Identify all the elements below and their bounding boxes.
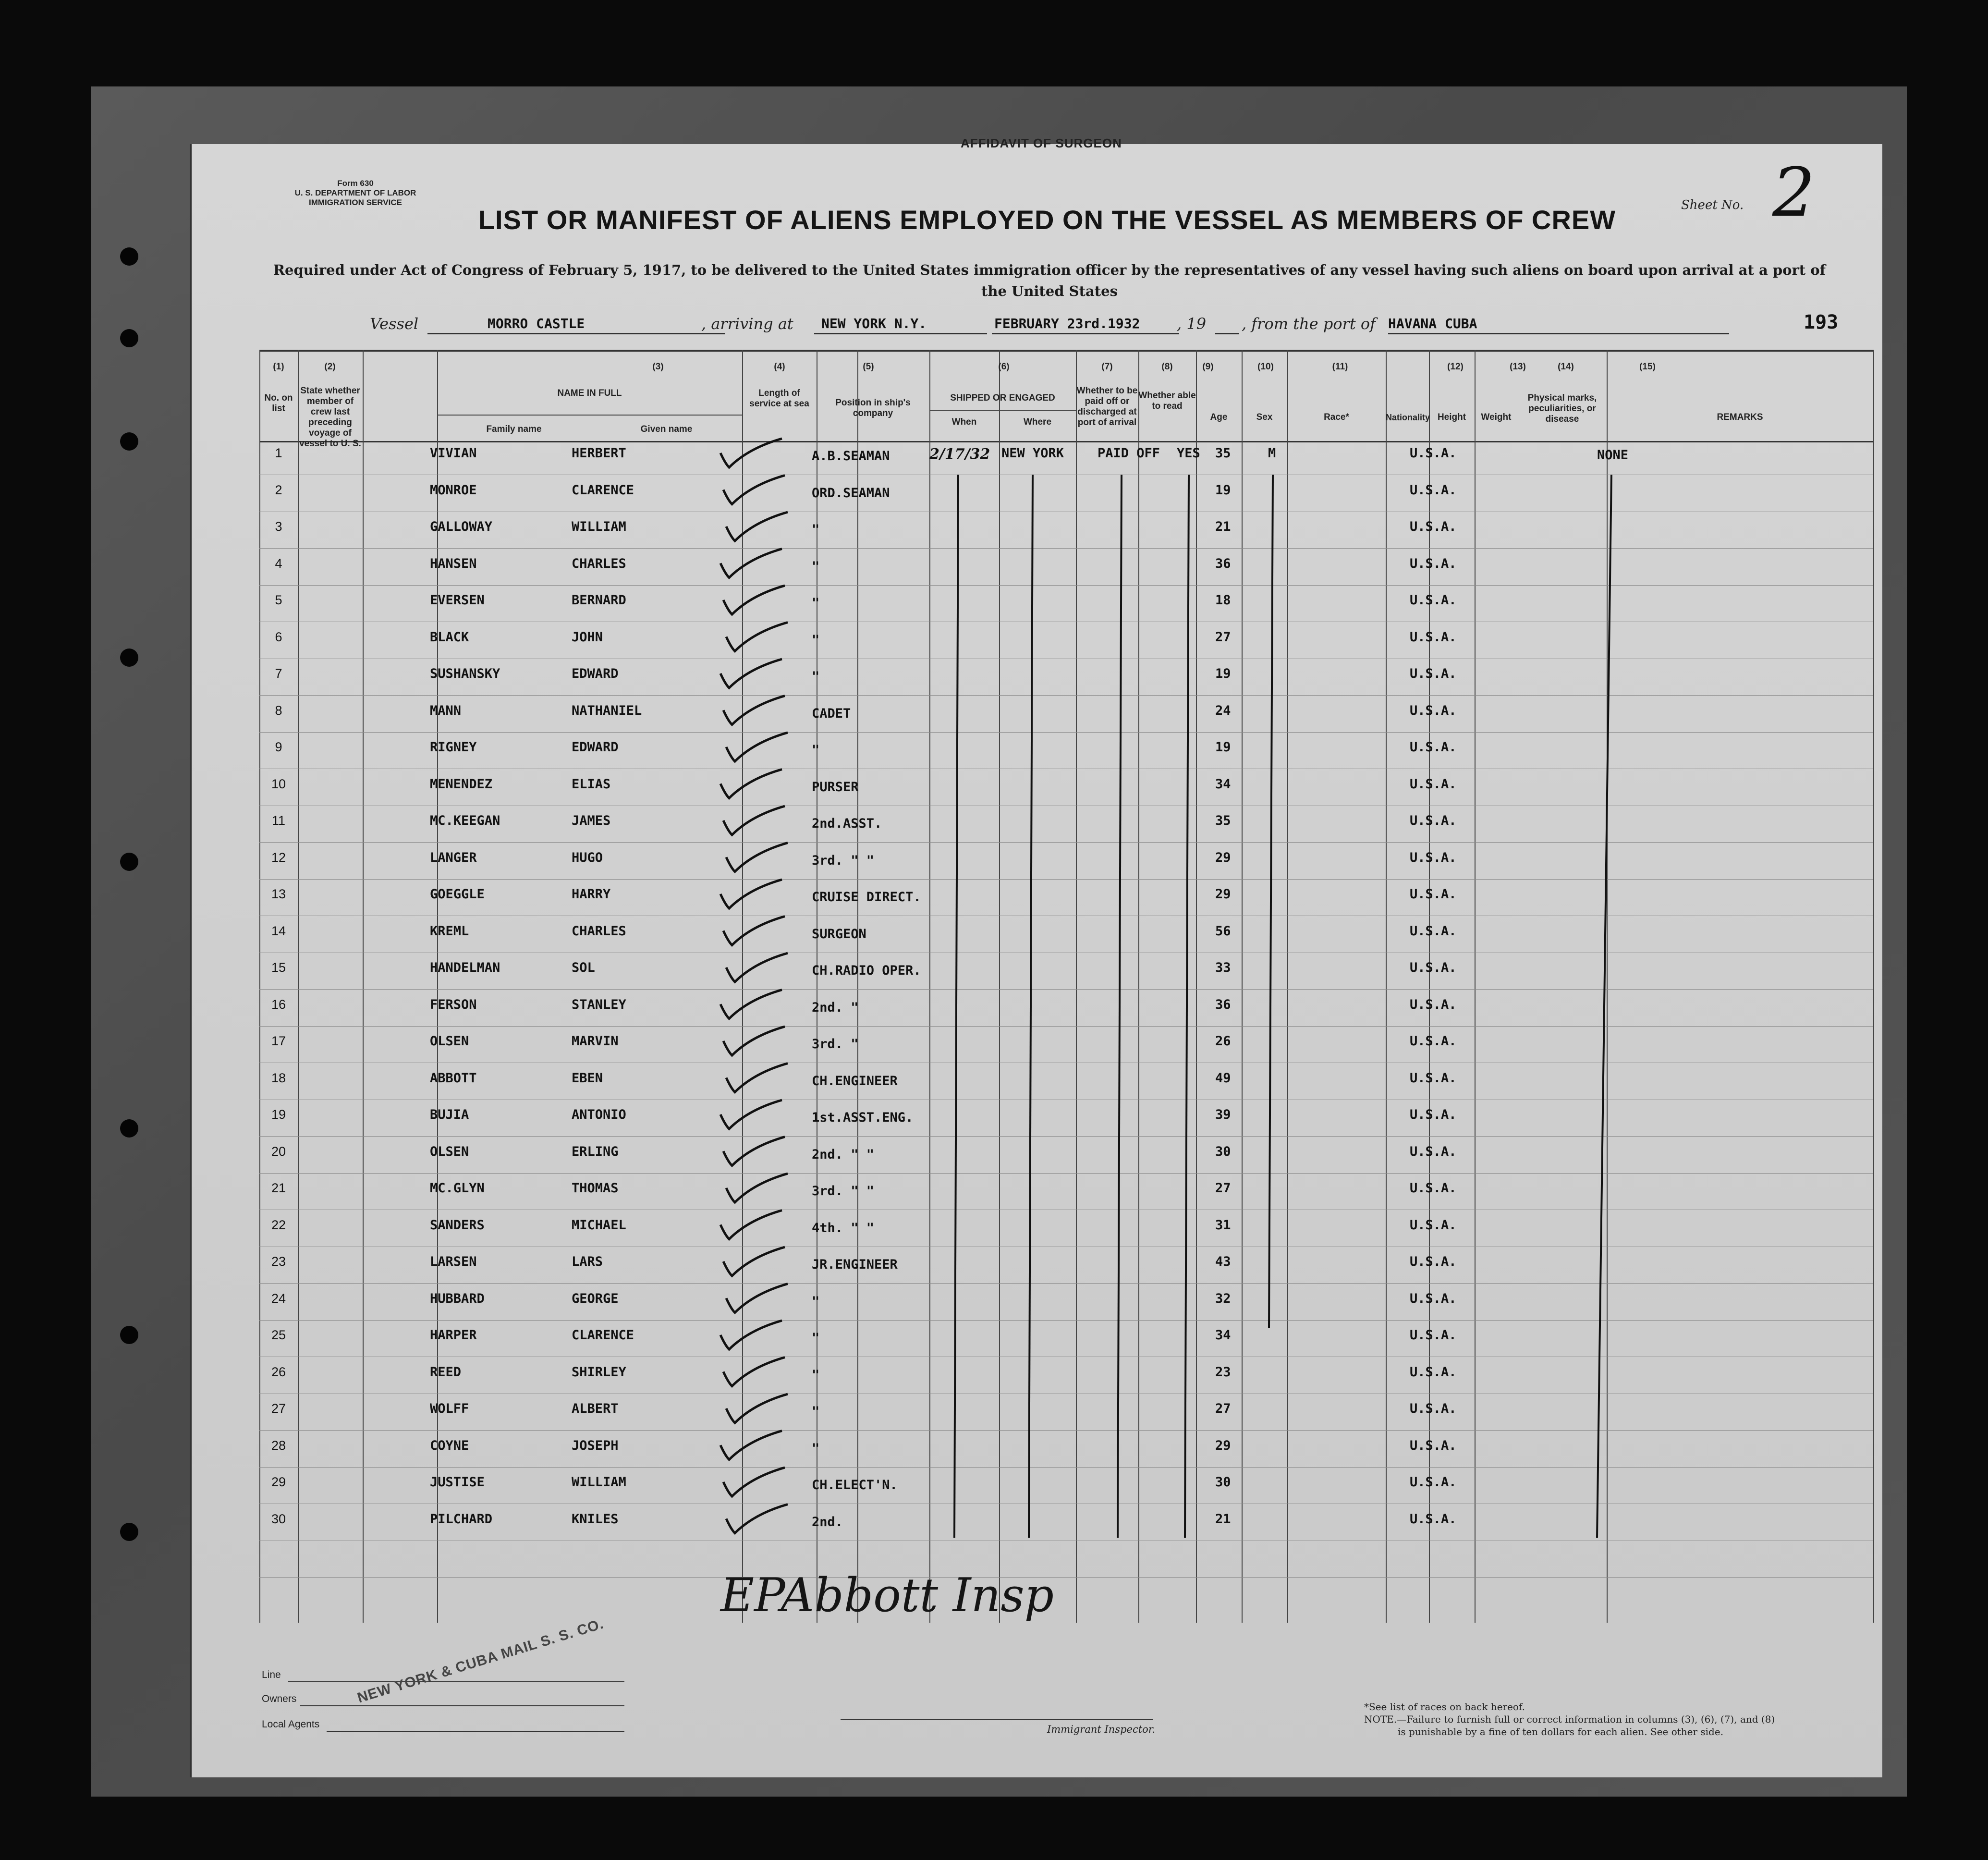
given-name: LARS: [572, 1254, 603, 1269]
paid-off: PAID OFF: [1098, 446, 1160, 461]
checkmark: [720, 990, 782, 1019]
nationality: U.S.A.: [1410, 923, 1457, 939]
family-name: MC.KEEGAN: [430, 813, 500, 828]
nationality: U.S.A.: [1410, 519, 1457, 534]
family-name: EVERSEN: [430, 593, 485, 608]
binder-hole: [120, 1119, 138, 1138]
row-number: 20: [271, 1144, 286, 1159]
age: 30: [1215, 1144, 1231, 1159]
given-name: HUGO: [572, 850, 603, 865]
position: 2nd. " ": [812, 1147, 875, 1162]
column-number: (14): [1558, 362, 1574, 372]
age: 19: [1215, 666, 1231, 681]
sheet-number: 2: [1772, 154, 1816, 232]
given-name: EBEN: [572, 1070, 603, 1086]
nationality: U.S.A.: [1410, 482, 1457, 498]
binder-hole: [120, 853, 138, 871]
checkmark: [723, 586, 785, 614]
family-name: HARPER: [430, 1328, 477, 1343]
checkmark: [723, 696, 785, 725]
position: 2nd.: [812, 1514, 843, 1530]
age: 34: [1215, 1328, 1231, 1343]
nationality: U.S.A.: [1410, 740, 1457, 755]
column-number: (9): [1202, 362, 1214, 372]
service-checkmarks: [259, 350, 1873, 1623]
col-remarks-header: REMARKS: [1717, 412, 1763, 422]
position: CADET: [812, 706, 851, 721]
row-number: 25: [271, 1328, 286, 1342]
given-name: STANLEY: [572, 997, 626, 1012]
family-name: FERSON: [430, 997, 477, 1012]
family-name: MENENDEZ: [430, 776, 493, 792]
page-subtitle: Required under Act of Congress of February 5, 1917, to be delivered to the United States immigration officer by the representatives of any vessel having such aliens on board upon arrival at a port of the United States: [273, 262, 1826, 299]
nationality: U.S.A.: [1410, 1107, 1457, 1122]
vessel-name: MORRO CASTLE: [488, 316, 585, 331]
checkmark: [720, 880, 782, 908]
position: 1st.ASST.ENG.: [812, 1110, 914, 1125]
binder-hole: [120, 247, 138, 266]
nationality: U.S.A.: [1410, 1070, 1457, 1086]
checkmark: [723, 476, 785, 504]
col-marks-header: Physical marks, peculiarities, or disease: [1527, 393, 1597, 424]
family-name: KREML: [430, 923, 469, 939]
nationality: U.S.A.: [1410, 1217, 1457, 1233]
checkmark: [723, 1358, 785, 1386]
given-name: KNILES: [572, 1511, 619, 1527]
col-given-name-header: Given name: [640, 424, 693, 434]
footnote-races: *See list of races on back hereof.: [1364, 1701, 1525, 1713]
col-height-header: Height: [1437, 412, 1466, 422]
col-shipped-header: SHIPPED OR ENGAGED: [950, 393, 1055, 403]
checkmark: [726, 953, 788, 982]
family-name: GOEGGLE: [430, 887, 485, 902]
position: ": [812, 522, 820, 537]
checkmark: [723, 1137, 785, 1166]
row-number: 11: [271, 813, 286, 828]
position: ": [812, 1294, 820, 1309]
given-name: ANTONIO: [572, 1107, 626, 1122]
position: ": [812, 1404, 820, 1419]
column-number: (12): [1447, 362, 1464, 372]
checkmark: [720, 659, 782, 688]
age: 31: [1215, 1217, 1231, 1233]
column-rule: [1873, 350, 1874, 1623]
age: 35: [1215, 446, 1231, 461]
age: 34: [1215, 776, 1231, 792]
form-number: Form 630: [337, 179, 374, 188]
column-number: (4): [774, 362, 785, 372]
position: ": [812, 596, 820, 611]
family-name: MANN: [430, 703, 462, 718]
given-name: CHARLES: [572, 923, 626, 939]
nationality: U.S.A.: [1410, 1328, 1457, 1343]
row-number: 13: [271, 887, 286, 901]
checkmark: [723, 917, 785, 945]
position: ": [812, 669, 820, 684]
form-info: [269, 179, 442, 208]
family-name: REED: [430, 1364, 462, 1380]
age: 49: [1215, 1070, 1231, 1086]
given-name: SOL: [572, 960, 595, 975]
year-label: , 19: [1177, 315, 1207, 333]
checkmark: [720, 1100, 782, 1129]
row-number: 4: [275, 556, 282, 571]
family-name: HANSEN: [430, 556, 477, 571]
row-number: 29: [271, 1475, 286, 1489]
checkmark: [720, 549, 782, 578]
nationality: U.S.A.: [1410, 776, 1457, 792]
nationality: U.S.A.: [1410, 1291, 1457, 1306]
company-stamp: NEW YORK & CUBA MAIL S. S. CO.: [355, 1615, 606, 1706]
column-number: (7): [1101, 362, 1113, 372]
given-name: EDWARD: [572, 666, 619, 681]
checkmark: [726, 623, 788, 651]
row-number: 21: [271, 1181, 286, 1195]
position: SURGEON: [812, 926, 866, 942]
col-position-header: Position in ship's company: [835, 398, 911, 418]
position: 3rd. " ": [812, 1184, 875, 1199]
position: 4th. " ": [812, 1220, 875, 1236]
given-name: NATHANIEL: [572, 703, 642, 718]
column-number: (5): [863, 362, 874, 372]
column-number: (2): [324, 362, 336, 372]
age: 35: [1215, 813, 1231, 828]
row-number: 23: [271, 1254, 286, 1269]
inspector-label: Immigrant Inspector.: [1047, 1724, 1156, 1735]
binder-hole: [120, 1326, 138, 1344]
position: ": [812, 632, 820, 648]
col-name-header: NAME IN FULL: [557, 388, 622, 398]
given-name: JOHN: [572, 629, 603, 645]
given-name: CHARLES: [572, 556, 626, 571]
ditto-line-marks: [1597, 475, 1611, 1538]
footnote-penalty: NOTE.—Failure to furnish full or correct information in columns (3), (6), (7), and (8): [1364, 1713, 1775, 1725]
vessel-label: Vessel: [370, 315, 419, 333]
row-number: 17: [271, 1034, 286, 1048]
row-number: 5: [275, 593, 282, 607]
nationality: U.S.A.: [1410, 1181, 1457, 1196]
family-name: HANDELMAN: [430, 960, 500, 975]
col-race-header: Race*: [1324, 412, 1349, 422]
nationality: U.S.A.: [1410, 813, 1457, 828]
checkmark: [723, 1027, 785, 1055]
col-read-header: Whether able to read: [1138, 391, 1196, 411]
row-number: 3: [275, 519, 282, 534]
checkmark: [723, 806, 785, 835]
position: ORD.SEAMAN: [812, 485, 890, 501]
checkmark: [726, 1394, 788, 1423]
given-name: ERLING: [572, 1144, 619, 1159]
row-number: 16: [271, 997, 286, 1012]
row-number: 28: [271, 1438, 286, 1453]
family-name: OLSEN: [430, 1034, 469, 1049]
nationality: U.S.A.: [1410, 1475, 1457, 1490]
ditto-line-read: [1185, 475, 1189, 1538]
nationality: U.S.A.: [1410, 1364, 1457, 1380]
age: 21: [1215, 519, 1231, 534]
footnotes: [1364, 1701, 1775, 1738]
binder-hole: [120, 329, 138, 347]
given-name: WILLIAM: [572, 1475, 626, 1490]
position: CH.ELECT'N.: [812, 1478, 898, 1493]
position: ": [812, 1331, 820, 1346]
row-number: 27: [271, 1401, 286, 1416]
col-sex-header: Sex: [1256, 412, 1273, 422]
age: 43: [1215, 1254, 1231, 1269]
col-no-header: No. on list: [264, 393, 293, 414]
nationality: U.S.A.: [1410, 593, 1457, 608]
row-number: 6: [275, 629, 282, 644]
position: 2nd. ": [812, 1000, 859, 1015]
checkmark: [726, 1284, 788, 1313]
able-to-read: YES: [1177, 446, 1200, 461]
family-name: LANGER: [430, 850, 477, 865]
age: 23: [1215, 1364, 1231, 1380]
page-title: LIST OR MANIFEST OF ALIENS EMPLOYED ON THE VESSEL AS MEMBERS OF CREW: [478, 205, 1616, 235]
nationality: U.S.A.: [1410, 556, 1457, 571]
age: 30: [1215, 1475, 1231, 1490]
position: CH.ENGINEER: [812, 1073, 898, 1089]
nationality: U.S.A.: [1410, 997, 1457, 1012]
given-name: MICHAEL: [572, 1217, 626, 1233]
age: 19: [1215, 482, 1231, 498]
age: 36: [1215, 556, 1231, 571]
ditto-line-sex: [1269, 475, 1273, 1328]
binder-hole: [120, 1523, 138, 1541]
nationality: U.S.A.: [1410, 850, 1457, 865]
checkmark: [720, 439, 782, 467]
col-nationality-header-text: Nationality: [1386, 413, 1430, 422]
family-name: MC.GLYN: [430, 1181, 485, 1196]
physical-marks: NONE: [1597, 448, 1629, 463]
column-number: (15): [1639, 362, 1656, 372]
family-name: ABBOTT: [430, 1070, 477, 1086]
family-name: BUJIA: [430, 1107, 469, 1122]
row-number: 2: [275, 482, 282, 497]
inspector-signature: EPAbbott Insp: [720, 1568, 1054, 1622]
nationality: U.S.A.: [1410, 1034, 1457, 1049]
checkmark: [720, 1211, 782, 1239]
row-number: 8: [275, 703, 282, 718]
row-number: 24: [271, 1291, 286, 1306]
given-name: JOSEPH: [572, 1438, 619, 1453]
checkmark: [720, 770, 782, 798]
age: 56: [1215, 923, 1231, 939]
department-name: U. S. DEPARTMENT OF LABOR: [294, 188, 416, 197]
position: JR.ENGINEER: [812, 1257, 898, 1272]
checkmark: [720, 1321, 782, 1349]
col-paid-off-header: Whether to be paid off or discharged at port of arrival: [1076, 386, 1138, 428]
given-name: ALBERT: [572, 1401, 619, 1416]
position: 2nd.ASST.: [812, 816, 882, 831]
row-number: 1: [275, 446, 282, 460]
position: CH.RADIO OPER.: [812, 963, 921, 978]
col-when-header: When: [951, 417, 977, 427]
column-number: (11): [1332, 362, 1348, 372]
agents-label: Local Agents: [262, 1719, 320, 1730]
col-age-header: Age: [1210, 412, 1228, 422]
age: 19: [1215, 740, 1231, 755]
family-name: VIVIAN: [430, 446, 477, 461]
given-name: SHIRLEY: [572, 1364, 626, 1380]
age: 33: [1215, 960, 1231, 975]
shipped-when: 2/17/32: [929, 446, 990, 463]
row-number: 12: [271, 850, 286, 865]
given-name: HARRY: [572, 887, 611, 902]
from-port-label: , from the port of: [1242, 315, 1376, 333]
age: 29: [1215, 850, 1231, 865]
owners-label: Owners: [262, 1693, 297, 1704]
line-label: Line: [262, 1669, 281, 1680]
age: 29: [1215, 887, 1231, 902]
family-name: OLSEN: [430, 1144, 469, 1159]
row-number: 22: [271, 1217, 286, 1232]
family-name: COYNE: [430, 1438, 469, 1453]
checkmark: [726, 1064, 788, 1092]
column-number: (1): [273, 362, 284, 372]
arriving-label: , arriving at: [701, 315, 793, 333]
nationality: U.S.A.: [1410, 1511, 1457, 1527]
age: 32: [1215, 1291, 1231, 1306]
column-number: (3): [652, 362, 664, 372]
checkmark: [726, 1505, 788, 1533]
column-number: (6): [998, 362, 1010, 372]
row-number: 19: [271, 1107, 286, 1122]
checkmark: [726, 512, 788, 541]
position: 3rd. ": [812, 1037, 859, 1052]
age: 39: [1215, 1107, 1231, 1122]
position: ": [812, 1367, 820, 1383]
checkmark: [720, 1431, 782, 1460]
arrival-date: FEBRUARY 23rd.1932: [994, 316, 1140, 331]
given-name: MARVIN: [572, 1034, 619, 1049]
column-number: (10): [1257, 362, 1274, 372]
row-number: 9: [275, 740, 282, 754]
checkmark: [723, 1468, 785, 1496]
checkmark: [726, 733, 788, 761]
nationality: U.S.A.: [1410, 1438, 1457, 1453]
age: 29: [1215, 1438, 1231, 1453]
col-previous-voyage-header: State whether member of crew last preceding voyage of vessel to U. S.: [299, 386, 361, 449]
family-name: SANDERS: [430, 1217, 485, 1233]
family-name: MONROE: [430, 482, 477, 498]
binder-hole: [120, 649, 138, 667]
position: A.B.SEAMAN: [812, 449, 890, 464]
position: 3rd. " ": [812, 853, 875, 868]
position: ": [812, 1441, 820, 1456]
row-number: 10: [271, 776, 286, 791]
family-name: PILCHARD: [430, 1511, 493, 1527]
nationality: U.S.A.: [1410, 960, 1457, 975]
checkmark: [726, 843, 788, 872]
nationality: U.S.A.: [1410, 1144, 1457, 1159]
given-name: JAMES: [572, 813, 611, 828]
sheet-label: Sheet No.: [1681, 198, 1744, 212]
position: ": [812, 743, 820, 758]
row-number: 15: [271, 960, 286, 975]
family-name: HUBBARD: [430, 1291, 485, 1306]
row-number: 7: [275, 666, 282, 681]
position: PURSER: [812, 779, 859, 795]
ditto-line-paid: [1118, 475, 1122, 1538]
row-number: 26: [271, 1364, 286, 1379]
family-name: SUSHANSKY: [430, 666, 500, 681]
nationality: U.S.A.: [1410, 887, 1457, 902]
position: CRUISE DIRECT.: [812, 890, 921, 905]
age: 27: [1215, 1401, 1231, 1416]
col-weight-header: Weight: [1481, 412, 1512, 422]
shipped-where: NEW YORK: [1001, 446, 1064, 461]
row-number: 18: [271, 1070, 286, 1085]
col-where-header: Where: [1023, 417, 1052, 427]
arriving-port: NEW YORK N.Y.: [821, 316, 927, 331]
age: 26: [1215, 1034, 1231, 1049]
checkmark: [726, 1174, 788, 1202]
given-name: BERNARD: [572, 593, 626, 608]
checkmark: [723, 1247, 785, 1276]
nationality: U.S.A.: [1410, 629, 1457, 645]
row-number: 14: [271, 923, 286, 938]
family-name: BLACK: [430, 629, 469, 645]
col-service-header: Length of service at sea: [749, 388, 809, 409]
family-name: LARSEN: [430, 1254, 477, 1269]
column-number: (13): [1510, 362, 1526, 372]
column-number: (8): [1161, 362, 1173, 372]
position: ": [812, 559, 820, 574]
given-name: WILLIAM: [572, 519, 626, 534]
family-name: GALLOWAY: [430, 519, 493, 534]
age: 27: [1215, 629, 1231, 645]
ditto-line-when: [954, 475, 958, 1538]
given-name: THOMAS: [572, 1181, 619, 1196]
given-name: EDWARD: [572, 740, 619, 755]
age: 21: [1215, 1511, 1231, 1527]
given-name: ELIAS: [572, 776, 611, 792]
age: 24: [1215, 703, 1231, 718]
nationality: U.S.A.: [1410, 1254, 1457, 1269]
manifest-table: [259, 350, 1873, 1623]
family-name: JUSTISE: [430, 1475, 485, 1490]
sex: M: [1268, 446, 1276, 461]
age: 27: [1215, 1181, 1231, 1196]
departure-port: HAVANA CUBA: [1388, 316, 1477, 331]
given-name: HERBERT: [572, 446, 626, 461]
given-name: CLARENCE: [572, 482, 634, 498]
nationality: U.S.A.: [1410, 1401, 1457, 1416]
given-name: GEORGE: [572, 1291, 619, 1306]
ditto-line-where: [1029, 475, 1033, 1538]
age: 18: [1215, 593, 1231, 608]
nationality: U.S.A.: [1410, 446, 1457, 461]
family-name: RIGNEY: [430, 740, 477, 755]
nationality: U.S.A.: [1410, 666, 1457, 681]
given-name: CLARENCE: [572, 1328, 634, 1343]
footnote-fine: is punishable by a fine of ten dollars for each alien. See other side.: [1398, 1726, 1724, 1738]
service-name: IMMIGRATION SERVICE: [309, 198, 402, 207]
vessel-line: [370, 315, 1955, 339]
page-number: 193: [1804, 311, 1839, 333]
affidavit-heading: AFFIDAVIT OF SURGEON: [961, 136, 1122, 150]
col-family-name-header: Family name: [486, 424, 542, 434]
nationality: U.S.A.: [1410, 703, 1457, 718]
family-name: WOLFF: [430, 1401, 469, 1416]
binder-hole: [120, 432, 138, 451]
age: 36: [1215, 997, 1231, 1012]
row-number: 30: [271, 1511, 286, 1526]
